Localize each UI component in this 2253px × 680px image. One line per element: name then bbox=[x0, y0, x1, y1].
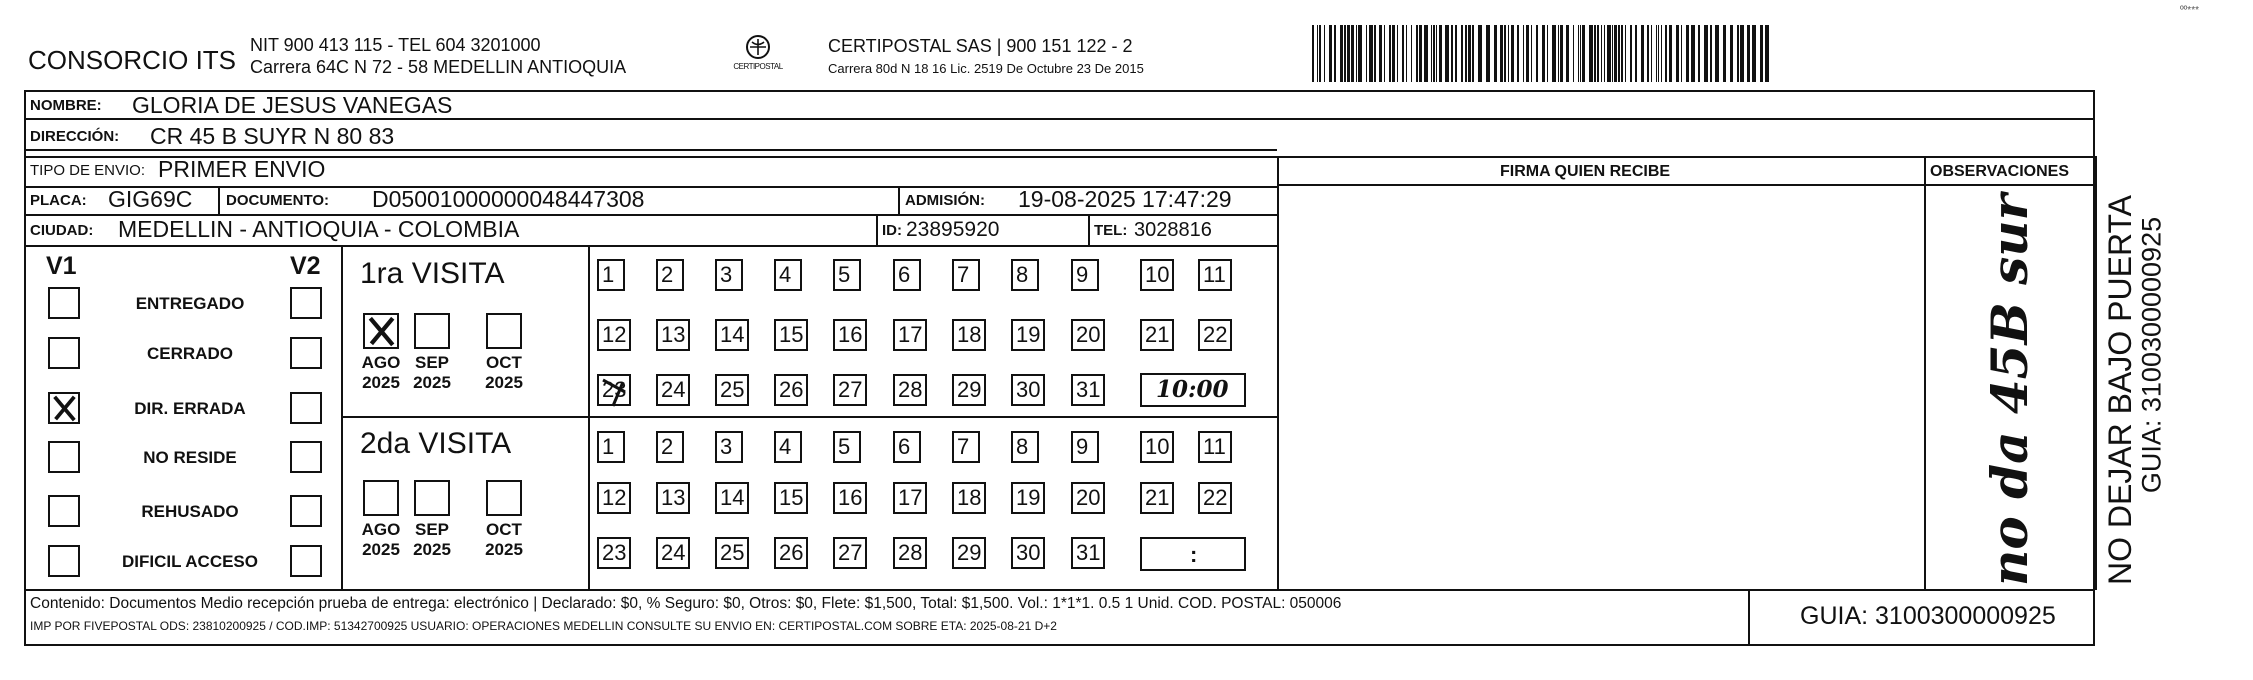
first-visit-day-box[interactable]: 5 bbox=[833, 259, 861, 291]
nombre-value: GLORIA DE JESUS VANEGAS bbox=[132, 92, 453, 118]
second-visit-month-name: SEP bbox=[414, 520, 450, 539]
first-visit-day-box[interactable]: 13 bbox=[656, 319, 690, 351]
first-visit-day-box[interactable]: 1 bbox=[597, 259, 625, 291]
second-visit-day-box[interactable]: 5 bbox=[833, 431, 861, 463]
first-visit-time: 10:00 bbox=[1156, 376, 1229, 403]
second-visit-day-box[interactable]: 17 bbox=[893, 482, 927, 514]
observaciones-header: OBSERVACIONES bbox=[1930, 163, 2069, 180]
tel-label: TEL: bbox=[1094, 222, 1128, 239]
v2-checkbox[interactable] bbox=[290, 337, 322, 369]
tipo-label: TIPO DE ENVIO: bbox=[30, 162, 146, 179]
col-divider bbox=[218, 186, 220, 214]
admision-label: ADMISIÓN: bbox=[905, 192, 985, 209]
first-visit-month-label bbox=[479, 353, 529, 392]
second-visit-day-box[interactable]: 29 bbox=[952, 537, 986, 569]
v1-checkbox[interactable] bbox=[48, 495, 80, 527]
firma-header: FIRMA QUIEN RECIBE bbox=[1500, 163, 1671, 180]
observaciones-handwritten: no da 45B sur bbox=[1980, 194, 2039, 586]
v1-checkbox[interactable] bbox=[48, 441, 80, 473]
row-divider bbox=[24, 245, 1277, 247]
second-visit-day-box[interactable]: 7 bbox=[952, 431, 980, 463]
first-visit-month-checkbox[interactable] bbox=[486, 313, 522, 349]
footer-line2: IMP POR FIVEPOSTAL ODS: 23810200925 / COD.IMP: 51342700925 USUARIO: OPERACIONES MEDELLIN CONSULTE SU ENVIO EN: CERTIPOSTAL.COM SOBRE ETA: 2025-08-21 D+2 bbox=[30, 619, 1057, 633]
barcode-icon bbox=[1310, 25, 1775, 82]
first-visit-month-checkbox[interactable] bbox=[363, 313, 399, 349]
second-visit-day-box[interactable]: 28 bbox=[893, 537, 927, 569]
tipo-value: PRIMER ENVIO bbox=[158, 156, 326, 182]
first-visit-day-box[interactable]: 19 bbox=[1011, 319, 1045, 351]
tel-value: 3028816 bbox=[1134, 219, 1212, 241]
second-visit-month-year: 2025 bbox=[362, 539, 400, 559]
slash-mark-icon bbox=[599, 372, 629, 408]
second-visit-day-box[interactable]: 22 bbox=[1198, 482, 1232, 514]
second-visit-day-box[interactable]: 9 bbox=[1071, 431, 1099, 463]
second-visit-day-box[interactable]: 2 bbox=[656, 431, 684, 463]
second-visit-month-year: 2025 bbox=[485, 539, 523, 559]
v2-checkbox[interactable] bbox=[290, 392, 322, 424]
documento-value: D05001000000048447308 bbox=[372, 186, 645, 212]
first-visit-day-box[interactable]: 20 bbox=[1071, 319, 1105, 351]
status-label: NO RESIDE bbox=[143, 448, 237, 467]
second-visit-time-box[interactable] bbox=[1140, 537, 1246, 571]
barcode bbox=[1310, 25, 1775, 82]
first-visit-day-box[interactable]: 7 bbox=[952, 259, 980, 291]
v1-label: V1 bbox=[46, 252, 77, 280]
check-x-icon bbox=[50, 394, 78, 422]
second-visit-day-box[interactable]: 19 bbox=[1011, 482, 1045, 514]
second-visit-day-box[interactable]: 21 bbox=[1140, 482, 1174, 514]
ciudad-label: CIUDAD: bbox=[30, 222, 94, 239]
first-visit-day-box[interactable]: 6 bbox=[893, 259, 921, 291]
second-visit-day-box[interactable]: 25 bbox=[715, 537, 749, 569]
first-visit-day-box[interactable]: 11 bbox=[1198, 259, 1232, 291]
first-visit-day-box[interactable]: 21 bbox=[1140, 319, 1174, 351]
second-visit-day-box[interactable]: 23 bbox=[597, 537, 631, 569]
second-visit-day-box[interactable]: 16 bbox=[833, 482, 867, 514]
first-visit-day-box[interactable]: 16 bbox=[833, 319, 867, 351]
row-divider bbox=[24, 118, 2095, 120]
second-visit-time: : bbox=[1190, 542, 1198, 567]
second-visit-day-box[interactable]: 15 bbox=[774, 482, 808, 514]
first-visit-day-box[interactable]: 24 bbox=[656, 374, 690, 406]
first-visit-month-name: OCT bbox=[486, 353, 522, 372]
second-visit-month-name: AGO bbox=[361, 520, 401, 539]
col-divider bbox=[876, 214, 878, 245]
v1-checkbox[interactable] bbox=[48, 287, 80, 319]
id-value: 23895920 bbox=[906, 218, 1000, 241]
first-visit-day-box[interactable]: 15 bbox=[774, 319, 808, 351]
first-visit-day-box[interactable]: 14 bbox=[715, 319, 749, 351]
check-x-icon bbox=[365, 315, 397, 347]
first-visit-day-box[interactable]: 17 bbox=[893, 319, 927, 351]
second-visit-month-checkbox[interactable] bbox=[363, 480, 399, 516]
first-visit-day-box[interactable]: 28 bbox=[893, 374, 927, 406]
second-visit-day-box[interactable]: 13 bbox=[656, 482, 690, 514]
company-name: CONSORCIO ITS bbox=[28, 45, 237, 75]
side-guia: GUIA: 3100300000925 bbox=[2136, 216, 2167, 494]
v2-checkbox[interactable] bbox=[290, 441, 322, 473]
guia-box: GUIA: 3100300000925 bbox=[1800, 602, 2056, 630]
second-visit-day-box[interactable]: 31 bbox=[1071, 537, 1105, 569]
second-visit-day-box[interactable]: 24 bbox=[656, 537, 690, 569]
footer-line1: Contenido: Documentos Medio recepción prueba de entrega: electrónico | Declarado: $0, % Seguro: $0, Otros: $0, Flete: $1,500, Total: $1,500. Vol.: 1*1*1. 0.5 1 Unid. COD. POSTAL: 050006 bbox=[30, 595, 1342, 612]
observaciones-right-border bbox=[2095, 156, 2097, 590]
second-visit-day-box[interactable]: 8 bbox=[1011, 431, 1039, 463]
v2-checkbox[interactable] bbox=[290, 287, 322, 319]
v1-checkbox[interactable] bbox=[48, 337, 80, 369]
first-visit-month-name: AGO bbox=[361, 353, 401, 372]
second-visit-day-box[interactable]: 12 bbox=[597, 482, 631, 514]
first-visit-title: 1ra VISITA bbox=[360, 257, 505, 290]
observaciones-left-border bbox=[1924, 156, 1926, 590]
first-visit-day-box[interactable]: 30 bbox=[1011, 374, 1045, 406]
v1-checkbox[interactable] bbox=[48, 545, 80, 577]
handwritten-slash bbox=[599, 372, 629, 408]
status-label: REHUSADO bbox=[141, 502, 239, 521]
nombre-label: NOMBRE: bbox=[30, 97, 102, 114]
second-visit-day-box[interactable]: 6 bbox=[893, 431, 921, 463]
certipostal-logo-icon bbox=[728, 32, 788, 80]
side-warning: NO DEJAR BAJO PUERTA bbox=[2102, 195, 2138, 585]
second-visit-day-box[interactable]: 10 bbox=[1140, 431, 1174, 463]
v2-checkbox[interactable] bbox=[290, 545, 322, 577]
documento-label: DOCUMENTO: bbox=[226, 192, 330, 209]
second-visit-day-box[interactable]: 20 bbox=[1071, 482, 1105, 514]
ciudad-value: MEDELLIN - ANTIOQUIA - COLOMBIA bbox=[118, 216, 520, 242]
id-label: ID: bbox=[882, 222, 902, 239]
first-visit-day-box[interactable]: 8 bbox=[1011, 259, 1039, 291]
status-label: DIR. ERRADA bbox=[134, 399, 246, 418]
second-visit-title: 2da VISITA bbox=[360, 427, 512, 460]
admision-value: 19-08-2025 17:47:29 bbox=[1018, 186, 1232, 212]
col-divider bbox=[1088, 214, 1090, 245]
v2-checkbox[interactable] bbox=[290, 495, 322, 527]
company-address: Carrera 64C N 72 - 58 MEDELLIN ANTIOQUIA bbox=[250, 57, 627, 77]
first-visit-day-box[interactable]: 29 bbox=[952, 374, 986, 406]
second-visit-month-label bbox=[479, 520, 529, 559]
certipostal-logo bbox=[728, 32, 788, 80]
second-visit-month-name: OCT bbox=[486, 520, 522, 539]
row-divider bbox=[24, 156, 2095, 158]
signature-area[interactable] bbox=[1280, 187, 1922, 588]
certipostal-address: Carrera 80d N 18 16 Lic. 2519 De Octubre 23 De 2015 bbox=[828, 61, 1144, 76]
first-visit-day-box[interactable]: 31 bbox=[1071, 374, 1105, 406]
second-visit-month-label bbox=[407, 520, 457, 559]
company-nit: NIT 900 413 115 - TEL 604 3201000 bbox=[250, 35, 541, 55]
second-visit-day-box[interactable]: 18 bbox=[952, 482, 986, 514]
first-visit-month-year: 2025 bbox=[413, 372, 451, 392]
first-visit-day-box[interactable]: 25 bbox=[715, 374, 749, 406]
guia-box-divider bbox=[1748, 589, 1750, 646]
first-visit-month-name: SEP bbox=[414, 353, 450, 372]
direccion-value: CR 45 B SUYR N 80 83 bbox=[150, 123, 395, 149]
visit-divider bbox=[341, 416, 1277, 418]
second-visit-day-box[interactable]: 30 bbox=[1011, 537, 1045, 569]
second-visit-day-box[interactable]: 27 bbox=[833, 537, 867, 569]
certipostal-logo-text: CERTIPOSTAL bbox=[733, 62, 783, 71]
v2-label: V2 bbox=[290, 252, 321, 280]
first-visit-day-box[interactable]: 12 bbox=[597, 319, 631, 351]
second-visit-month-year: 2025 bbox=[413, 539, 451, 559]
first-visit-day-box[interactable]: 10 bbox=[1140, 259, 1174, 291]
row-divider bbox=[24, 149, 1277, 151]
first-visit-day-box[interactable]: 27 bbox=[833, 374, 867, 406]
first-visit-day-box[interactable]: 18 bbox=[952, 319, 986, 351]
second-visit-month-label bbox=[356, 520, 406, 559]
first-visit-day-box[interactable]: 26 bbox=[774, 374, 808, 406]
placa-label: PLACA: bbox=[30, 192, 87, 209]
placa-value: GIG69C bbox=[108, 186, 193, 212]
first-visit-month-year: 2025 bbox=[362, 372, 400, 392]
first-visit-day-box[interactable]: 22 bbox=[1198, 319, 1232, 351]
second-visit-day-box[interactable]: 4 bbox=[774, 431, 802, 463]
first-visit-month-label bbox=[407, 353, 457, 392]
second-visit-month-checkbox[interactable] bbox=[414, 480, 450, 516]
firma-left-border bbox=[1277, 156, 1279, 590]
first-visit-day-box[interactable]: 3 bbox=[715, 259, 743, 291]
second-visit-day-box[interactable]: 3 bbox=[715, 431, 743, 463]
certipostal-line: CERTIPOSTAL SAS | 900 151 122 - 2 bbox=[828, 36, 1133, 56]
col-divider bbox=[898, 186, 900, 214]
first-visit-day-box[interactable]: 9 bbox=[1071, 259, 1099, 291]
corner-mark: ºº*** bbox=[2180, 5, 2199, 16]
footer-divider bbox=[24, 589, 2095, 591]
first-visit-time-box[interactable] bbox=[1140, 373, 1246, 407]
status-label: CERRADO bbox=[147, 344, 233, 363]
status-label: ENTREGADO bbox=[135, 294, 245, 313]
second-visit-day-box[interactable]: 1 bbox=[597, 431, 625, 463]
second-visit-day-box[interactable]: 11 bbox=[1198, 431, 1232, 463]
first-visit-day-box[interactable]: 23 bbox=[597, 374, 631, 406]
first-visit-day-box[interactable]: 2 bbox=[656, 259, 684, 291]
first-visit-month-checkbox[interactable] bbox=[414, 313, 450, 349]
second-visit-day-box[interactable]: 14 bbox=[715, 482, 749, 514]
direccion-label: DIRECCIÓN: bbox=[30, 128, 120, 145]
first-visit-month-label bbox=[356, 353, 406, 392]
second-visit-day-box[interactable]: 26 bbox=[774, 537, 808, 569]
row-divider bbox=[1277, 184, 2095, 186]
v1-checkbox[interactable] bbox=[48, 392, 80, 424]
status-label: DIFICIL ACCESO bbox=[121, 552, 258, 571]
second-visit-month-checkbox[interactable] bbox=[486, 480, 522, 516]
first-visit-day-box[interactable]: 4 bbox=[774, 259, 802, 291]
first-visit-month-year: 2025 bbox=[485, 372, 523, 392]
